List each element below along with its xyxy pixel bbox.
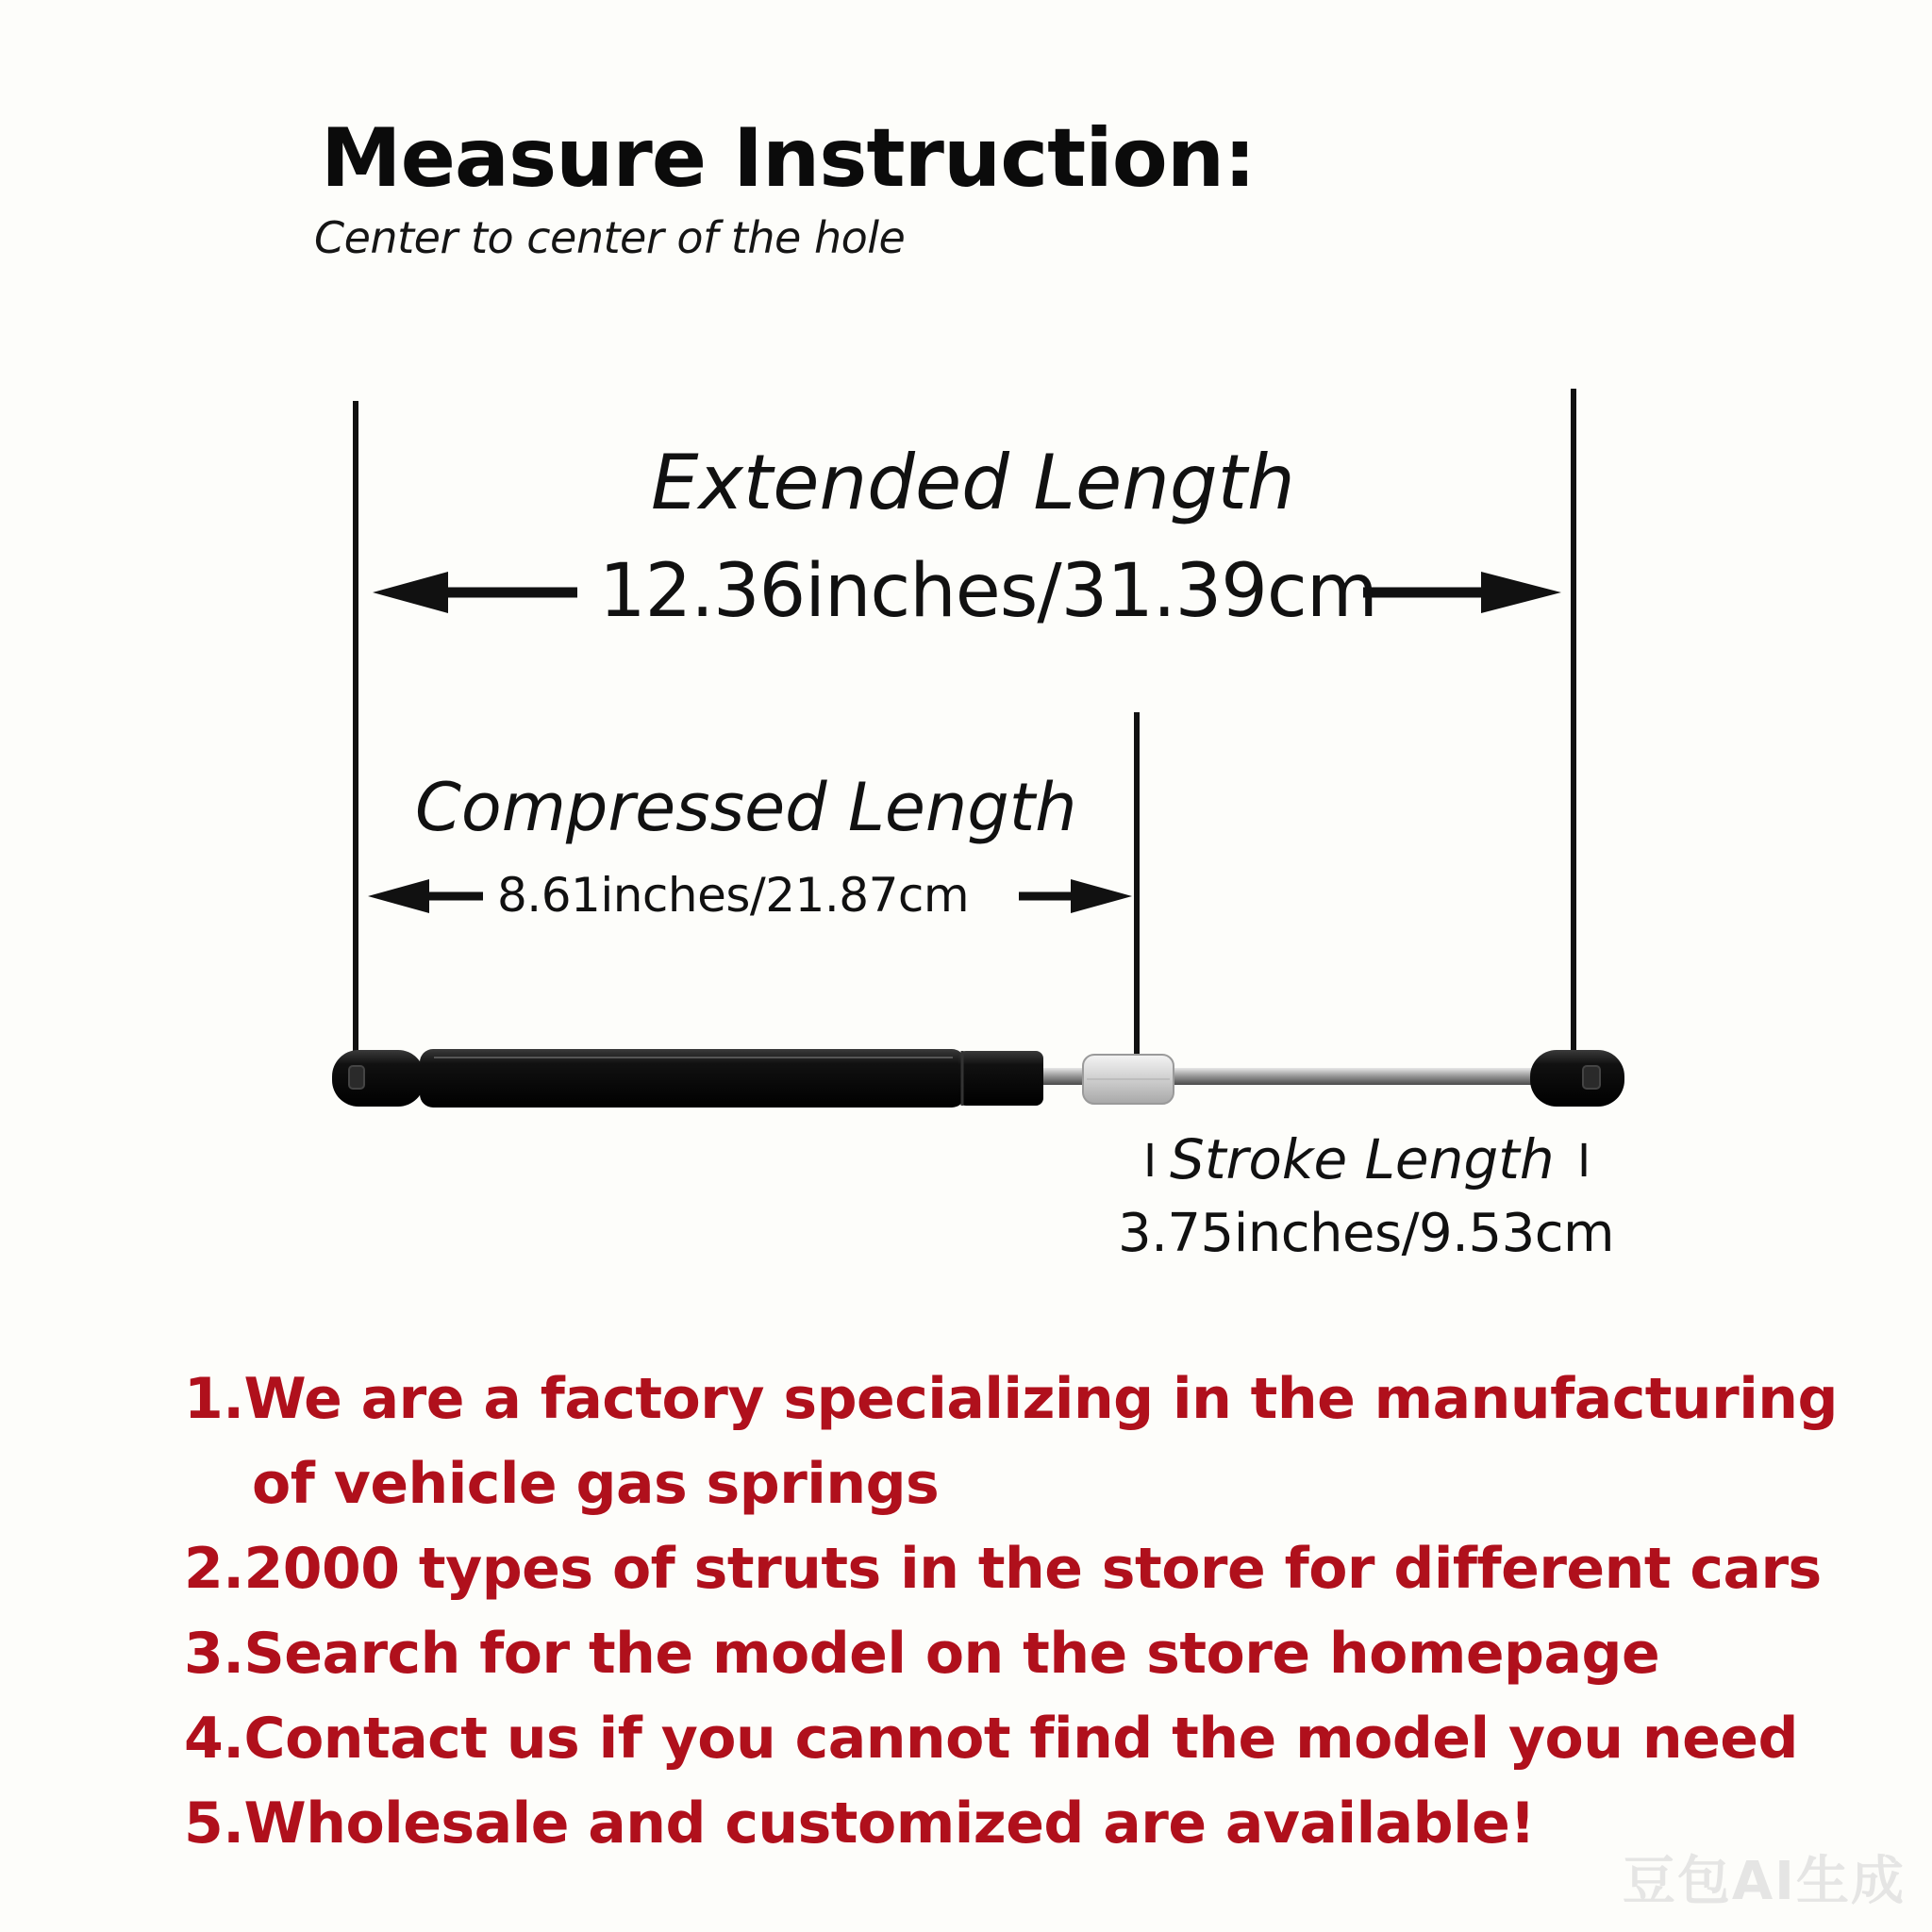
note-number: 3. <box>184 1621 244 1687</box>
arrow-right-icon <box>1481 572 1561 613</box>
extended-arrow-right <box>1363 572 1561 613</box>
watermark: 豆包AI生成 <box>1622 1851 1906 1912</box>
compressed-arrow-right <box>1019 879 1132 913</box>
extended-arrow-left <box>373 572 577 613</box>
stroke-length-value: 3.75inches/9.53cm <box>1118 1203 1615 1264</box>
note-item <box>184 1611 1844 1696</box>
note-text: Wholesale and customized are available! <box>243 1790 1536 1857</box>
note-item-continuation <box>184 1441 1844 1526</box>
stroke-tick-right: I <box>1577 1135 1591 1188</box>
gas-strut-icon <box>332 1049 1624 1108</box>
note-text: 2000 types of struts in the store for different cars <box>243 1536 1822 1602</box>
notes-list <box>184 1357 1844 1866</box>
note-text: We are a factory specializing in the manufacturing <box>243 1366 1838 1432</box>
strut-left-end <box>332 1050 425 1107</box>
note-text: of vehicle gas springs <box>252 1451 940 1517</box>
stroke-tick-left: I <box>1143 1135 1158 1188</box>
compressed-length-value: 8.61inches/21.87cm <box>497 868 970 923</box>
strut-right-end <box>1530 1050 1624 1107</box>
note-text: Search for the model on the store homepage <box>243 1621 1660 1687</box>
extended-length-label: Extended Length <box>651 439 1295 526</box>
note-item <box>184 1526 1844 1611</box>
note-number: 2. <box>184 1536 244 1602</box>
extended-length-value: 12.36inches/31.39cm <box>599 549 1377 634</box>
note-number: 5. <box>184 1790 244 1857</box>
note-item <box>184 1696 1844 1781</box>
note-item <box>184 1357 1844 1441</box>
compressed-arrow-left <box>368 879 483 913</box>
note-number: 4. <box>184 1706 244 1772</box>
page-title: Measure Instruction: <box>321 111 1256 206</box>
note-text: Contact us if you cannot find the model you need <box>243 1706 1798 1772</box>
arrow-left-icon <box>368 879 429 913</box>
stroke-length-label: Stroke Length <box>1170 1127 1555 1191</box>
arrow-left-icon <box>373 572 448 613</box>
arrow-right-icon <box>1071 879 1132 913</box>
page-subtitle: Center to center of the hole <box>314 212 906 263</box>
note-item <box>184 1781 1844 1866</box>
compressed-length-label: Compressed Length <box>415 769 1077 846</box>
note-number: 1. <box>184 1366 244 1432</box>
